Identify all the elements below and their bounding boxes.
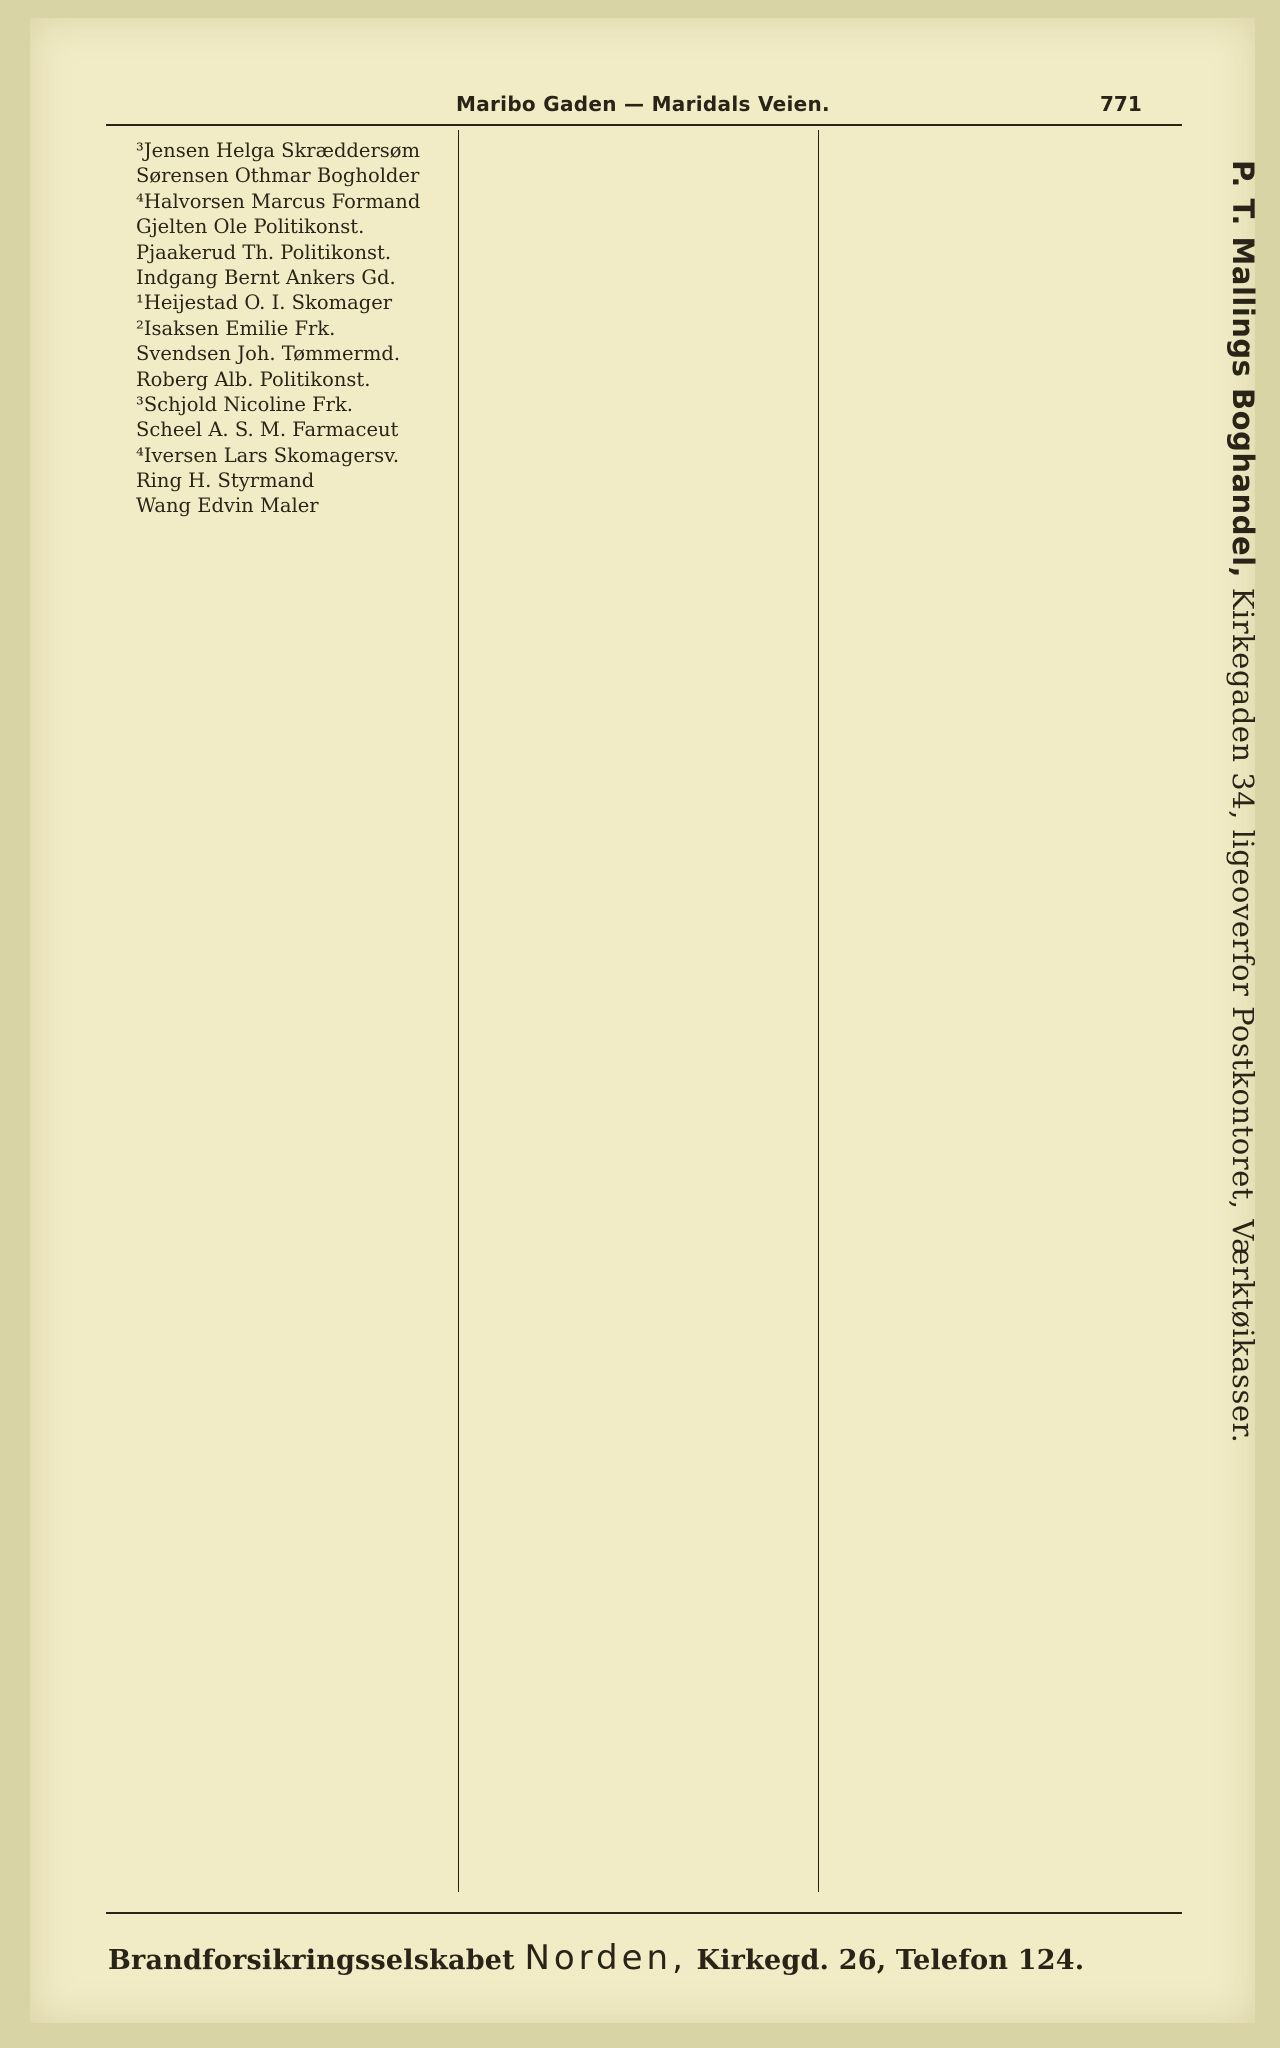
directory-entry: ¹Heijestad O. I. Skomager bbox=[136, 291, 393, 315]
column-divider-1 bbox=[458, 130, 459, 1892]
directory-entry: Scheel A. S. M. Farmaceut bbox=[136, 418, 399, 442]
page-header bbox=[0, 92, 1280, 122]
footer-advertisement bbox=[108, 1938, 1188, 1978]
directory-entry: Gjelten Ole Politikonst. bbox=[136, 215, 365, 239]
footer-address: Kirkegd. 26, Telefon 124. bbox=[696, 1945, 1085, 1976]
footer-brand: Norden, bbox=[524, 1938, 687, 1978]
footer-company: Brandforsikringsselskabet bbox=[108, 1945, 515, 1976]
directory-column-1 bbox=[100, 138, 458, 519]
page-title: Maribo Gaden — Maridals Veien. bbox=[456, 92, 830, 116]
margin-ad-address: Kirkegaden 34, ligeoverfor Postkontoret, Værktøikasser. bbox=[1226, 578, 1260, 1444]
directory-entry: Svendsen Joh. Tømmermd. bbox=[136, 342, 401, 366]
directory-entry: ²Isaksen Emilie Frk. bbox=[136, 316, 336, 340]
page-number: 771 bbox=[1100, 92, 1142, 116]
directory-entry: Wang Edvin Maler bbox=[136, 494, 319, 518]
directory-entry: ³Schjold Nicoline Frk. bbox=[136, 392, 353, 416]
header-rule bbox=[106, 124, 1182, 126]
margin-ad-name: P. T. Mallings Boghandel, bbox=[1226, 160, 1260, 579]
directory-entry: Ring H. Styrmand bbox=[136, 469, 315, 493]
directory-entry: ⁴Halvorsen Marcus Formand bbox=[136, 189, 421, 213]
footer-rule bbox=[106, 1912, 1182, 1914]
directory-entry: ³Jensen Helga Skræddersøm bbox=[136, 139, 421, 162]
margin-advertisement bbox=[1200, 160, 1260, 1920]
directory-entry: ⁴Iversen Lars Skomagersv. bbox=[136, 443, 400, 467]
column-divider-2 bbox=[818, 130, 819, 1892]
directory-entry: Roberg Alb. Politikonst. bbox=[136, 367, 371, 391]
directory-entry: Pjaakerud Th. Politikonst. bbox=[136, 240, 392, 264]
directory-entry: Sørensen Othmar Bogholder bbox=[136, 164, 420, 188]
directory-entry: Indgang Bernt Ankers Gd. bbox=[136, 265, 396, 289]
